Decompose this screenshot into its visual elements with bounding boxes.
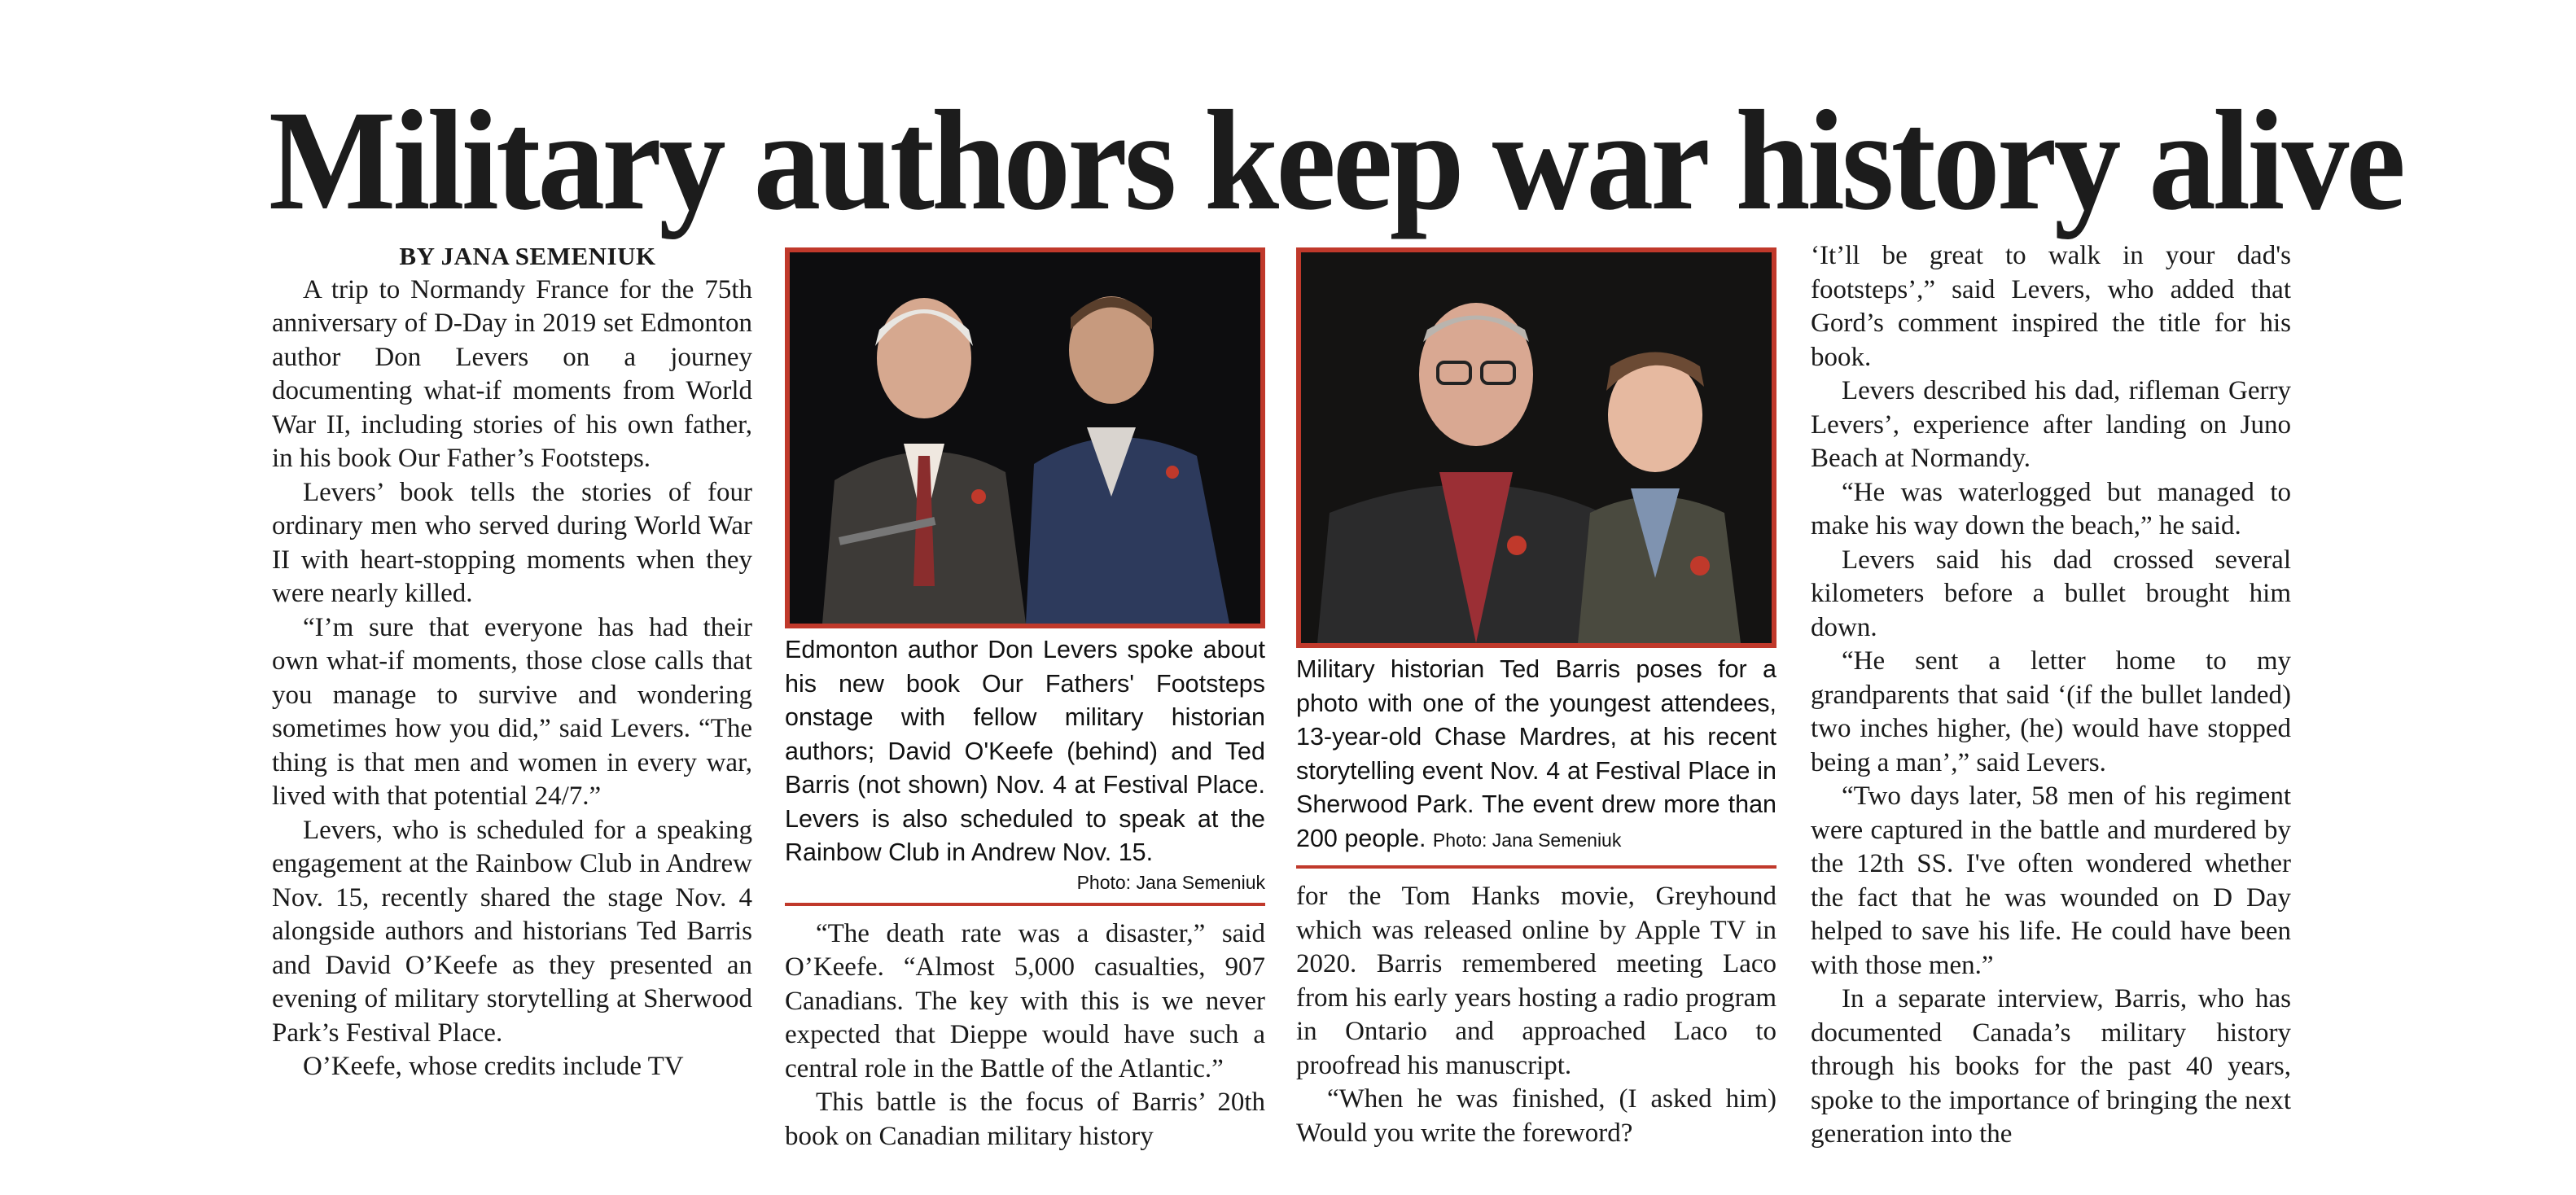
divider-rule (1296, 865, 1776, 869)
photo2-credit: Photo: Jana Semeniuk (1432, 829, 1622, 851)
article-paragraph: for the Tom Hanks movie, Greyhound which was released online by Apple TV in 2020. Barris remembered meeting Laco from his early years hosting a radio program in Ontario and approached Laco to proofread his manuscript. (1296, 882, 1776, 1080)
article-paragraph: This battle is the focus of Barris’ 20th book on Canadian military history (785, 1088, 1265, 1151)
portrait-photo-illustration (1301, 252, 1772, 643)
photo2-caption-text: Military historian Ted Barris poses for a photo with one of the youngest attendees, 13-year-old Chase Mardres, at his recent storytelling event Nov. 4 at Festival Place in Sherwood Park. The event drew more than 200 people. (1296, 655, 1776, 852)
photo-barris-mardres (1296, 247, 1776, 648)
photo1-credit: Photo: Jana Semeniuk (1076, 871, 1265, 893)
article-paragraph: Levers, who is scheduled for a speaking engagement at the Rainbow Club in Andrew Nov. 15, recently shared the stage Nov. 4 alongside authors and historians Ted Barris and David O’Keefe as they presented an evening of military storytelling at Sherwood Park’s Festival Place. (272, 815, 752, 1048)
article-paragraph: “I’m sure that everyone has had their own what-if moments, those close calls that you manage to survive and wondering sometimes how you did,” said Levers. “The thing is that men and women in every war, lived with that potential 24/7.” (272, 612, 752, 811)
article-paragraph: In a separate interview, Barris, who has documented Canada’s military history through his books for the past 40 years, spoke to the importance of bringing the next generation into the (1811, 984, 2291, 1149)
article-column-4 (1811, 239, 2291, 1152)
article-column-2 (785, 239, 1265, 1153)
article-paragraph: ‘It’ll be great to walk in your dad's footsteps’,” said Levers, who added that Gord’s comment inspired the title for his book. (1811, 241, 2291, 372)
article-paragraph: “Two days later, 58 men of his regiment were captured in the battle and murdered by the 12th SS. I've often wondered whether the fact that he was wounded on D Day helped to save his life. He could have been with those men.” (1811, 781, 2291, 980)
article-paragraph: A trip to Normandy France for the 75th anniversary of D-Day in 2019 set Edmonton author Don Levers on a journey documenting what-if moments from World War II, including stories of his own father, in his book Our Father’s Footsteps. (272, 274, 752, 473)
article-paragraph: “The death rate was a disaster,” said O’Keefe. “Almost 5,000 casualties, 907 Canadians. The key with this is we never expected that Dieppe would have such a central role in the Battle of the Atlantic.” (785, 918, 1265, 1083)
photo2-caption (1296, 653, 1776, 856)
article-column-1 (272, 239, 752, 1084)
article-paragraph: “When he was finished, (I asked him) Would you write the foreword? (1296, 1084, 1776, 1148)
photo1-caption: Edmonton author Don Levers spoke about his new book Our Fathers' Footsteps onstage with fellow military historian authors; David O'Keefe (behind) and Ted Barris (not shown) Nov. 4 at Festival Place. Levers is also scheduled to speak at the Rainbow Club in Andrew Nov. 15. (785, 636, 1265, 866)
article-paragraph: “He was waterlogged but managed to make his way down the beach,” he said. (1811, 477, 2291, 541)
article-column-3 (1296, 239, 1776, 1150)
byline: BY JANA SEMENIUK (399, 242, 656, 270)
article-paragraph: Levers described his dad, rifleman Gerry Levers’, experience after landing on Juno Beach at Normandy. (1811, 376, 2291, 473)
article-paragraph: O’Keefe, whose credits include TV (303, 1052, 684, 1081)
article-paragraph: Levers’ book tells the stories of four ordinary men who served during World War II with heart-stopping moments when they were nearly killed. (272, 477, 752, 608)
divider-rule (785, 903, 1265, 906)
article-paragraph: “He sent a letter home to my grandparents that said ‘(if the bullet landed) two inches higher, (he) would have stopped being a man’,” said Levers. (1811, 646, 2291, 777)
photo-levers-okeefe (785, 247, 1265, 628)
stage-photo-illustration (790, 252, 1260, 624)
article-paragraph: Levers said his dad crossed several kilometers before a bullet brought him down. (1811, 545, 2291, 642)
headline: Military authors keep war history alive (269, 81, 2403, 240)
